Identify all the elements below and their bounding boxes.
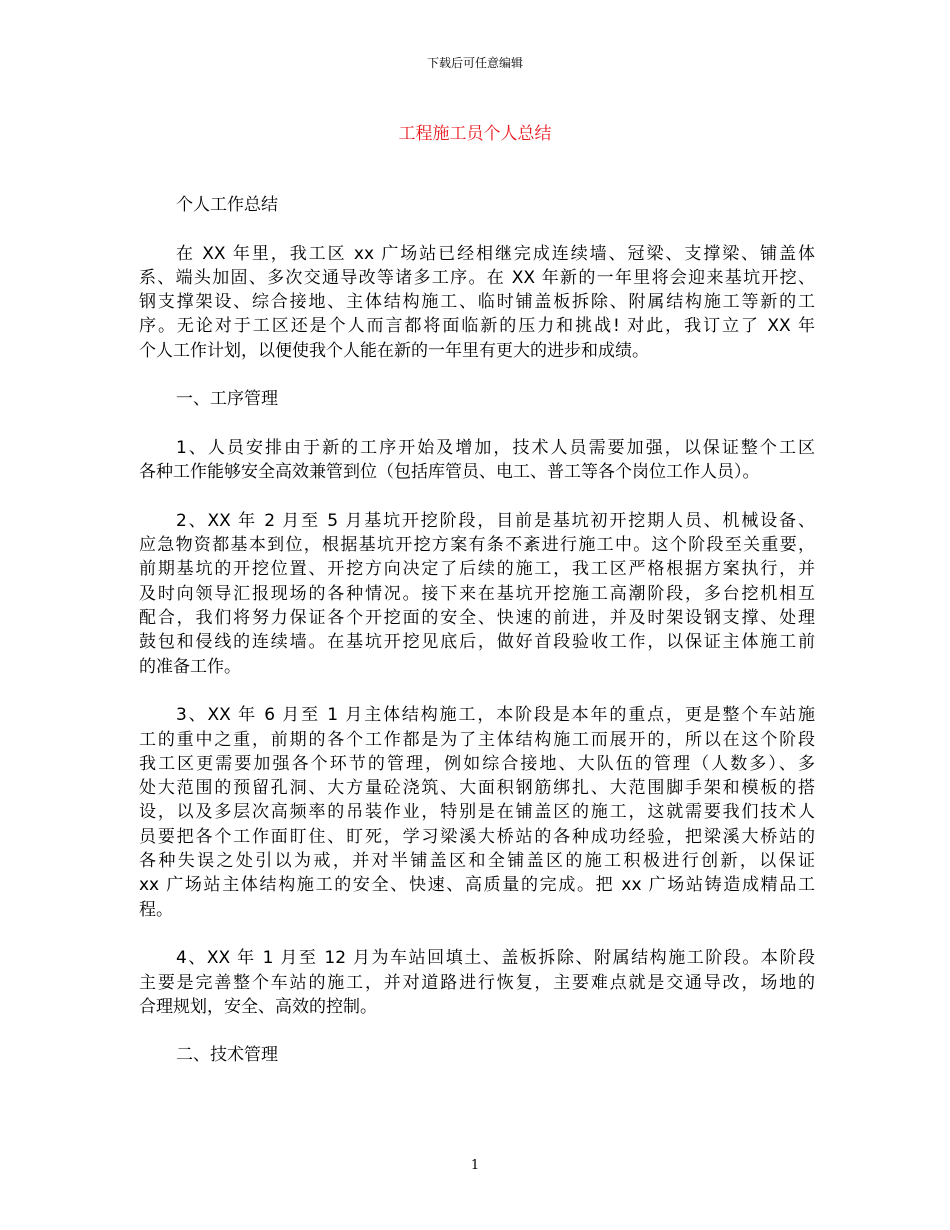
text-line: 序。无论对于工区还是个人而言都将面临新的压力和挑战! 对此，我订立了 XX 年: [139, 316, 815, 337]
page-number: 1: [470, 1158, 480, 1173]
text-line: xx 广场站主体结构施工的安全、快速、高质量的完成。把 xx 广场站铸造成精品工: [139, 875, 815, 896]
text-line: 4、XX 年 1 月至 12 月为车站回填土、盖板拆除、附属结构施工阶段。本阶段: [176, 948, 815, 969]
text-line: 各种失误之处引以为戒，并对半铺盖区和全铺盖区的施工积极进行创新，以保证: [139, 851, 815, 872]
paragraph: [139, 436, 815, 485]
paragraph: [139, 242, 815, 363]
text-line: 钢支撑架设、综合接地、主体结构施工、临时铺盖板拆除、附属结构施工等新的工: [139, 292, 815, 313]
text-line: 应急物资都基本到位，根据基坑开挖方案有条不紊进行施工中。这个阶段至关重要，: [139, 535, 815, 556]
text-line: 员要把各个工作面盯住、盯死，学习梁溪大桥站的各种成功经验，把梁溪大桥站的: [139, 826, 815, 847]
document-title: 工程施工员个人总结: [398, 124, 552, 144]
paragraph-gap: [139, 412, 815, 436]
paragraph: [139, 387, 815, 411]
text-line: 工的重中之重，前期的各个工作都是为了主体结构施工而展开的，所以在这个阶段: [139, 729, 815, 750]
text-line: 合理规划，安全、高效的控制。: [139, 996, 377, 1017]
text-line: 1、人员安排由于新的工序开始及增加，技术人员需要加强，以保证整个工区: [176, 437, 815, 458]
text-line: 各种工作能够安全高效兼管到位（包括库管员、电工、普工等各个岗位工作人员）。: [139, 462, 760, 483]
paragraph-gap: [139, 679, 815, 703]
paragraph: [139, 193, 815, 217]
text-line: 2、XX 年 2 月至 5 月基坑开挖阶段，目前是基坑初开挖期人员、机械设备、: [176, 510, 815, 531]
text-line: 及时向领导汇报现场的各种情况。接下来在基坑开挖施工高潮阶段，多台挖机相互: [139, 583, 815, 604]
text-line: 系、端头加固、多次交通导改等诸多工序。在 XX 年新的一年里将会迎来基坑开挖、: [139, 267, 815, 288]
text-line: 前期基坑的开挖位置、开挖方向决定了后续的施工，我工区严格根据方案执行，并: [139, 559, 815, 580]
text-line: 个人工作总结: [176, 195, 278, 215]
paragraph-gap: [139, 485, 815, 509]
paragraph-gap: [139, 363, 815, 387]
text-line: 我工区更需要加强各个环节的管理，例如综合接地、大队伍的管理（人数多）、多: [139, 753, 815, 774]
paragraph: [139, 1043, 815, 1067]
text-line: 鼓包和侵线的连续墙。在基坑开挖见底后，做好首段验收工作，以保证主体施工前: [139, 632, 815, 653]
paragraph: [139, 703, 815, 922]
paragraph: [139, 509, 815, 679]
document-body: [139, 193, 815, 1068]
text-line: 二、技术管理: [176, 1045, 278, 1066]
header-note: 下载后可任意编辑: [426, 56, 523, 70]
text-line: 个人工作计划，以便使我个人能在新的一年里有更大的进步和成绩。: [139, 340, 649, 361]
text-line: 主要是完善整个车站的施工，并对道路进行恢复，主要难点就是交通导改，场地的: [139, 972, 815, 993]
text-line: 设，以及多层次高频率的吊装作业，特别是在铺盖区的施工，这就需要我们技术人: [139, 802, 815, 823]
text-line: 处大范围的预留孔洞、大方量砼浇筑、大面积钢筋绑扎、大范围脚手架和模板的搭: [139, 778, 815, 799]
text-line: 配合，我们将努力保证各个开挖面的安全、快速的前进，并及时架设钢支撑、处理: [139, 608, 815, 629]
text-line: 一、工序管理: [176, 389, 278, 410]
paragraph: [139, 946, 815, 1019]
text-line: 程。: [139, 899, 173, 920]
text-line: 在 XX 年里，我工区 xx 广场站已经相继完成连续墙、冠梁、支撑梁、铺盖体: [176, 243, 815, 264]
paragraph-gap: [139, 922, 815, 946]
text-line: 3、XX 年 6 月至 1 月主体结构施工，本阶段是本年的重点，更是整个车站施: [176, 705, 815, 726]
paragraph-gap: [139, 1019, 815, 1043]
paragraph-gap: [139, 217, 815, 241]
text-line: 的准备工作。: [139, 656, 241, 677]
